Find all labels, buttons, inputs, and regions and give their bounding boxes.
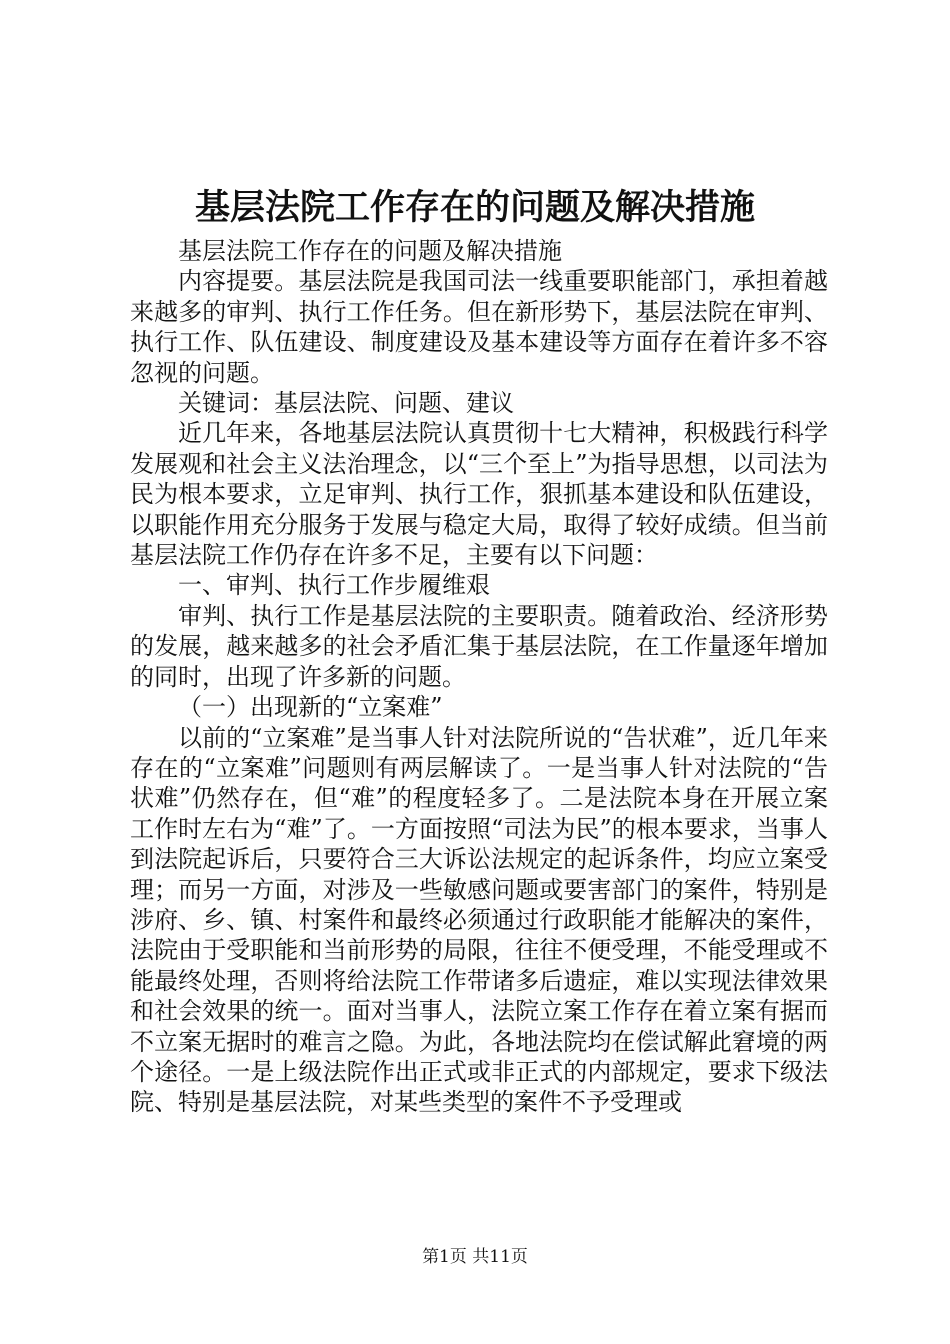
document-body [130, 236, 828, 1118]
page-footer: 第1页 共11页 [422, 1247, 528, 1267]
subsection-heading-1: （一）出现新的“立案难” [178, 693, 443, 722]
body-paragraph-subtitle: 基层法院工作存在的问题及解决措施 [178, 237, 562, 265]
body-paragraph-abstract: 内容提要。基层法院是我国司法一线重要职能部门，承担着越来越多的审判、执行工作任务。但在新形势下，基层法院在审判、执行工作、队伍建设、制度建设及基本建设等方面存在着许多不容忽视的问题。 [130, 267, 828, 387]
section-heading-1: 一、审判、执行工作步履维艰 [178, 571, 490, 600]
body-paragraph-subsection-1: 以前的“立案难”是当事人针对法院所说的“告状难”，近几年来存在的“立案难”问题则有两层解读了。一是当事人针对法院的“告状难”仍然存在，但“难”的程度轻多了。二是法院本身在开展立案工作时左右为“难”了。一方面按照“司法为民”的根本要求，当事人到法院起诉后，只要符合三大诉讼法规定的起诉条件，均应立案受理；而另一方面，对涉及一些敏感问题或要害部门的案件，特别是涉府、乡、镇、村案件和最终必须通过行政职能才能解决的案件，法院由于受职能和当前形势的局限，往往不便受理，不能受理或不能最终处理，否则将给法院工作带诸多后遗症，难以实现法律效果和社会效果的统一。面对当事人，法院立案工作存在着立案有据而不立案无据时的难言之隐。为此，各地法院均在偿试解此窘境的两个途径。一是上级法院作出正式或非正式的内部规定，要求下级法院、特别是基层法院，对某些类型的案件不予受理或 [130, 723, 828, 1117]
body-paragraph-section-1: 审判、执行工作是基层法院的主要职责。随着政治、经济形势的发展，越来越多的社会矛盾汇集于基层法院，在工作量逐年增加的同时，出现了许多新的问题。 [130, 601, 828, 691]
body-paragraph-intro: 近几年来，各地基层法院认真贯彻十七大精神，积极践行科学发展观和社会主义法治理念，以“三个至上”为指导思想，以司法为民为根本要求，立足审判、执行工作，狠抓基本建设和队伍建设，以职能作用充分服务于发展与稳定大局，取得了较好成绩。但当前基层法院工作仍存在许多不足，主要有以下问题： [130, 419, 828, 570]
document-title: 基层法院工作存在的问题及解决措施 [194, 187, 755, 228]
body-paragraph-keywords: 关键词：基层法院、问题、建议 [178, 389, 514, 418]
